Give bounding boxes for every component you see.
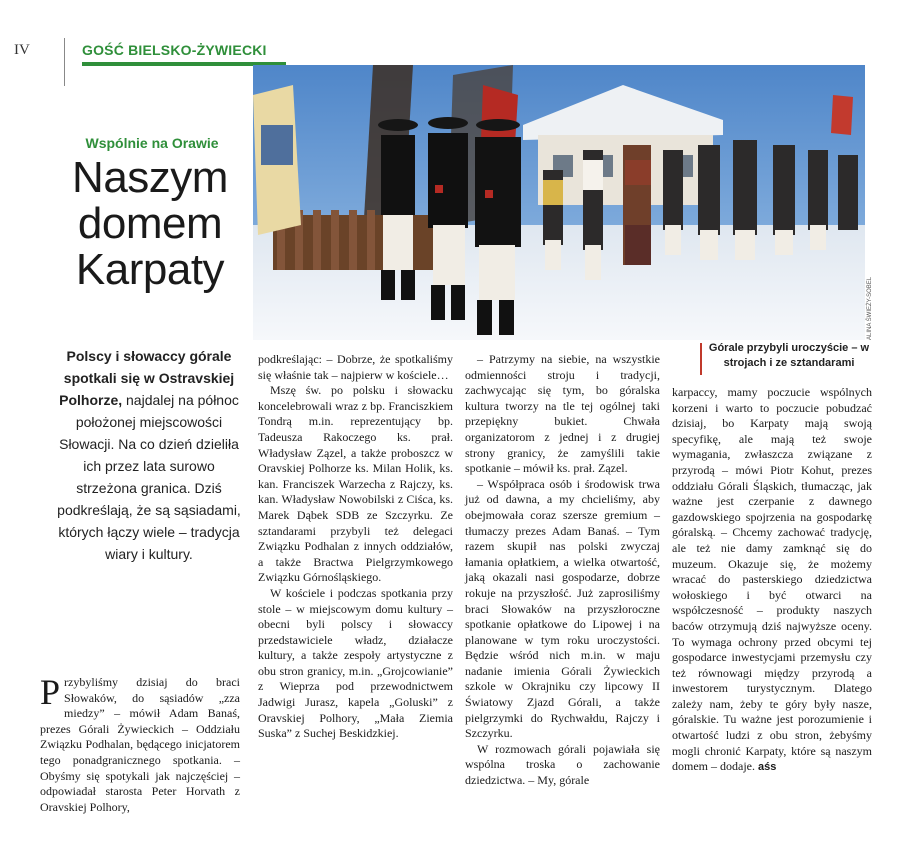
section-title: GOŚĆ BIELSKO-ŻYWIECKI: [82, 42, 267, 58]
article-column-4: [672, 385, 872, 776]
headline-line-3: Karpaty: [75, 245, 225, 294]
paragraph: W kościele i podczas spotkania przy stole – w miejscowym domu kultury – obecni byli polscy i słowaccy przedstawiciele władz, działacze kultury, a także zespoły artystyczne z obu stron granicy, m.in. „Grojcowianie” z Wieprza pod przewodnictwem Jadwigi Jurasz, kapela „Goluski” z Oravskiej Polhory, „Mała Ziemia Suska” z Suchej Beskidzkiej.: [258, 585, 453, 741]
article-column-3: [465, 352, 660, 789]
author-signature: aśs: [757, 761, 777, 774]
paragraph: W rozmowach górali pojawiała się wspólna troska o zachowanie dziedzictwa. – My, górale: [465, 741, 660, 788]
headline-line-1: Naszym: [72, 153, 228, 202]
lead-bold: Polscy i słowaccy górale spotkali się w Ostravskiej Polhorze,: [59, 348, 235, 408]
article-lead: [55, 345, 243, 565]
article-column-2: [258, 352, 453, 742]
headline-line-2: domem: [77, 199, 223, 248]
drop-cap: P: [40, 672, 61, 712]
paragraph: [40, 672, 240, 815]
article-column-1: [40, 672, 240, 815]
paragraph-text: rzybyliśmy dzisiaj do braci Słowaków, do sąsiadów „zza miedzy” – mówił Adam Banaś, prezes Górali Żywieckich – Oddziału Związku Podhalan, będącego inicjatorem tego ponadgranicznego spotkania. – Obyśmy się spotykali jak najczęściej – odpowiadał starosta Peter Horvath z Oravskiej Polhory,: [40, 675, 240, 814]
paragraph: – Patrzymy na siebie, na wszystkie odmienności stroju i tradycji, zachwycając się tym, bo góralska kultura tworzy na tle tej ogólnej taki przepiękny bukiet. Chwała organizatorom z jednej i z drugiej strony granicy, że zamyślili takie spotkanie – mówił ks. prał. Zązel.: [465, 352, 660, 476]
header-divider: [64, 38, 65, 86]
lead-text: najdalej na północ położonej miejscowości Słowacji. Na co dzień dzieliła ich przez lata surowo strzeżona granica. Dziś podkreślają, że są sąsiadami, których łączy wiele – tradycja wiary i kultury.: [57, 392, 241, 562]
paragraph: Mszę św. po polsku i słowacku koncelebrowali wraz z bp. Franciszkiem Tondrą m.in. reprezentujący bp. Tadeusza Rakoczego ks. prał. Władysław Zązel, a także proboszcz w Oravskiej Polhorze ks. Milan Holik, ks. kan. Franciszek Warzecha z Rajczy, ks. kan. Władysław Nowobilski z Ciśca, ks. Marek Dąbek SDB ze Szczyrku. Ze sztandarami przybyli też delegaci Związku Podhalan z innych oddziałów, a także Bractwa Pielgrzymkowego Związku Górnośląskiego.: [258, 383, 453, 585]
caption-accent: [700, 343, 702, 375]
paragraph-text: karpaccy, mamy poczucie wspólnych korzeni i warto to poczucie pobudzać dzisiaj, bo Karpaty mają swoją specyfikę, ale mają też swoje wymagania, zwłaszcza związane z przyrodą – mówi Piotr Kohut, prezes oddziału Górali Śląskich, tłumacząc, jak ważne jest czerpanie z dawnego gazdowskiego spojrzenia na gospodarkę góralską. – Chcemy zachować tradycję, ale też nie damy zamknąć się do muzeum. Okazuje się, że możemy wracać do pasterskiego dziedzictwa wołoskiego i być otwarci na współczesność – produkty naszych baców otrzymują dziś najwyższe oceny. To wymaga ochrony przed obcymi tej gospodarce inwestycjami przemysłu czy też równowagi między przyrodą a inwestorem turystycznym. Dlatego zależy nam, żeby te góry były nasze, góralskie. Tu ważne jest porozumienie i otwartość ludzi z obu stron, żebyśmy mogli chronić Karpaty, które są naszym domem – dodaje.: [672, 385, 872, 774]
page-number: IV: [14, 42, 30, 58]
paragraph: podkreślając: – Dobrze, że spotkaliśmy się właśnie tak – najpierw w kościele…: [258, 352, 453, 382]
photo-credit: ALINA ŚWIEŻY-SOBEL: [867, 276, 873, 340]
article-photo: [253, 65, 865, 340]
article-kicker: Wspólnie na Orawie: [85, 135, 219, 151]
paragraph: [672, 385, 872, 776]
photo-caption: Górale przybyli uroczyście – w strojach i ze sztandarami: [708, 342, 870, 369]
article-headline: [50, 155, 250, 293]
paragraph: – Współpraca osób i środowisk trwa już od dawna, a my chcieliśmy, aby obejmowała coraz szersze gremium – tłumaczy prezes Adam Banaś. – Tym razem skupił nas polski zwyczaj łamania opłatkiem, a wielka otwartość, jaką okazali nasi gospodarze, dobrze rokuje na przyszłość. Już zaprosiliśmy braci Słowaków na przyszłoroczne spotkanie opłatkowe do Lipowej i na planowane w tym roku uroczystości. Będzie wśród nich m.in. w maju nadanie imienia Górali Żywieckich szkole w Okrajniku czy lipcowy II Światowy Zjazd Górali, a także pielgrzymki do Rychwałdu, Rajczy i Szczyrku.: [465, 476, 660, 741]
